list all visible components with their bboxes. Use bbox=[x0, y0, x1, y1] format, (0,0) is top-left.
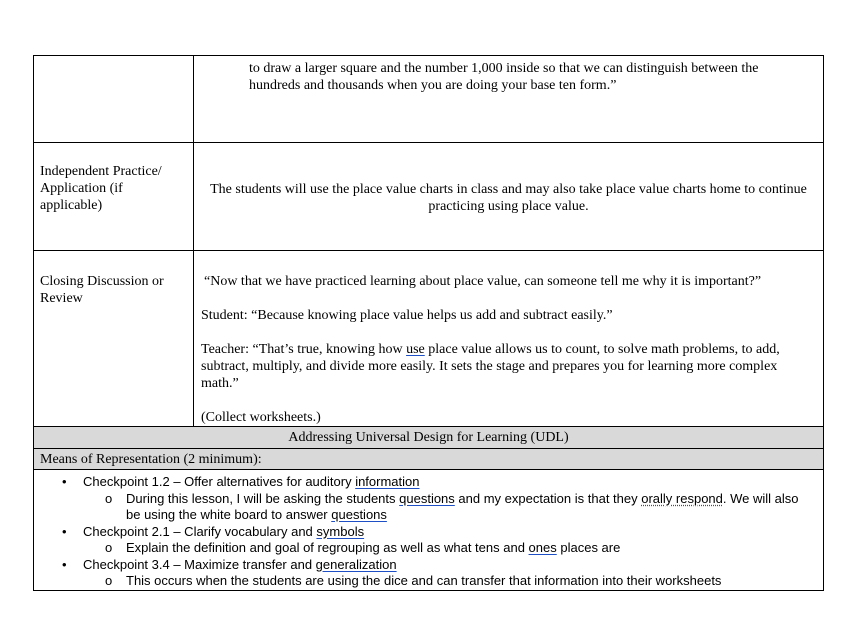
checkpoint-2-1-sublist bbox=[83, 540, 813, 557]
bullet-icon: • bbox=[62, 474, 67, 489]
lesson-plan-table bbox=[33, 55, 824, 591]
list-item bbox=[34, 557, 813, 590]
checkpoint-1-2-detail-b: questions bbox=[399, 490, 455, 506]
checkpoint-1-2-flagged-word: information bbox=[355, 474, 420, 489]
udl-checkpoints-cell bbox=[34, 470, 824, 591]
checkpoint-3-4-text: Checkpoint 3.4 – Maximize transfer and bbox=[83, 556, 316, 572]
closing-teacher-reply bbox=[201, 341, 813, 392]
checkpoint-3-4-flagged-word: generalization bbox=[315, 556, 397, 572]
checkpoint-1-2-text: Checkpoint 1.2 – Offer alternatives for auditory bbox=[83, 474, 356, 489]
closing-teacher-question: “Now that we have practiced learning about place value, can someone tell me why it is important?” bbox=[204, 274, 762, 289]
checkpoint-1-2-detail-a: During this lesson, I will be asking the students bbox=[126, 490, 400, 506]
closing-teacher-reply-part2: place value allows us to count, to solve math problems, to add, subtract, multiply, and divide more easily. It sets the stage and prepares you for learning more complex math.” bbox=[201, 342, 780, 391]
checkpoint-2-1-detail-b: ones bbox=[528, 540, 557, 555]
table-row-independent-practice bbox=[34, 143, 824, 251]
table-row-udl-subheader bbox=[34, 449, 824, 470]
checkpoint-2-1-detail-a: Explain the definition and goal of regrouping as well as what tens and bbox=[126, 540, 529, 555]
checkpoint-2-1-flagged-word: symbols bbox=[316, 523, 365, 539]
closing-label-cell bbox=[34, 251, 194, 427]
checkpoint-1-2-sublist bbox=[83, 491, 813, 524]
checkpoint-2-1-text: Checkpoint 2.1 – Clarify vocabulary and bbox=[83, 523, 317, 539]
udl-means-of-representation: Means of Representation (2 minimum): bbox=[34, 449, 824, 470]
independent-practice-label-cell bbox=[34, 143, 194, 251]
checkpoint-2-1-detail-c: places are bbox=[556, 540, 621, 555]
sub-bullet-icon: o bbox=[105, 490, 113, 506]
continuation-content-cell bbox=[194, 56, 824, 143]
checkpoint-1-2-detail-d: orally respond bbox=[641, 490, 723, 506]
independent-practice-text: The students will use the place value charts in class and may also take place value charts home to continue practicing using place value. bbox=[210, 182, 807, 214]
sub-bullet-icon: o bbox=[105, 573, 113, 588]
closing-label: Closing Discussion or Review bbox=[40, 274, 164, 306]
closing-content-cell bbox=[194, 251, 824, 427]
checkpoint-3-4-detail-a: This occurs when the students are using the dice and can transfer that information into their worksheets bbox=[126, 573, 722, 588]
udl-checkpoint-list bbox=[34, 470, 823, 590]
list-item bbox=[34, 524, 813, 557]
closing-student-reply: Student: “Because knowing place value helps us add and subtract easily.” bbox=[201, 308, 613, 323]
checkpoint-1-2-detail-f: questions bbox=[331, 507, 387, 522]
list-item bbox=[34, 540, 813, 557]
list-item bbox=[34, 573, 813, 590]
independent-practice-label: Independent Practice/ Application (if applicable) bbox=[40, 164, 162, 213]
checkpoint-1-2-detail-c: and my expectation is that they bbox=[454, 490, 642, 506]
checkpoint-1-2-detail-e: . We will also be using the white board to answer bbox=[126, 490, 799, 522]
closing-teacher-reply-flagged-word: use bbox=[406, 342, 425, 357]
closing-discussion bbox=[194, 251, 823, 426]
continuation-label-cell bbox=[34, 56, 194, 143]
bullet-icon: • bbox=[62, 523, 67, 539]
sub-bullet-icon: o bbox=[105, 540, 113, 555]
table-row-closing bbox=[34, 251, 824, 427]
table-row-udl-header bbox=[34, 427, 824, 449]
table-row-udl-checkpoints bbox=[34, 470, 824, 591]
udl-header: Addressing Universal Design for Learning (UDL) bbox=[34, 427, 824, 449]
independent-practice-content-cell bbox=[194, 143, 824, 251]
bullet-icon: • bbox=[62, 556, 67, 572]
closing-teacher-reply-part1: Teacher: “That’s true, knowing how bbox=[201, 342, 407, 357]
list-item bbox=[34, 491, 813, 524]
checkpoint-3-4-sublist bbox=[83, 573, 813, 590]
table-row-continuation bbox=[34, 56, 824, 143]
continuation-text: to draw a larger square and the number 1,000 inside so that we can distinguish between the hundreds and thousands when you are doing your base ten form.” bbox=[249, 61, 759, 93]
list-item bbox=[34, 474, 813, 524]
closing-collect-note: (Collect worksheets.) bbox=[201, 410, 321, 425]
